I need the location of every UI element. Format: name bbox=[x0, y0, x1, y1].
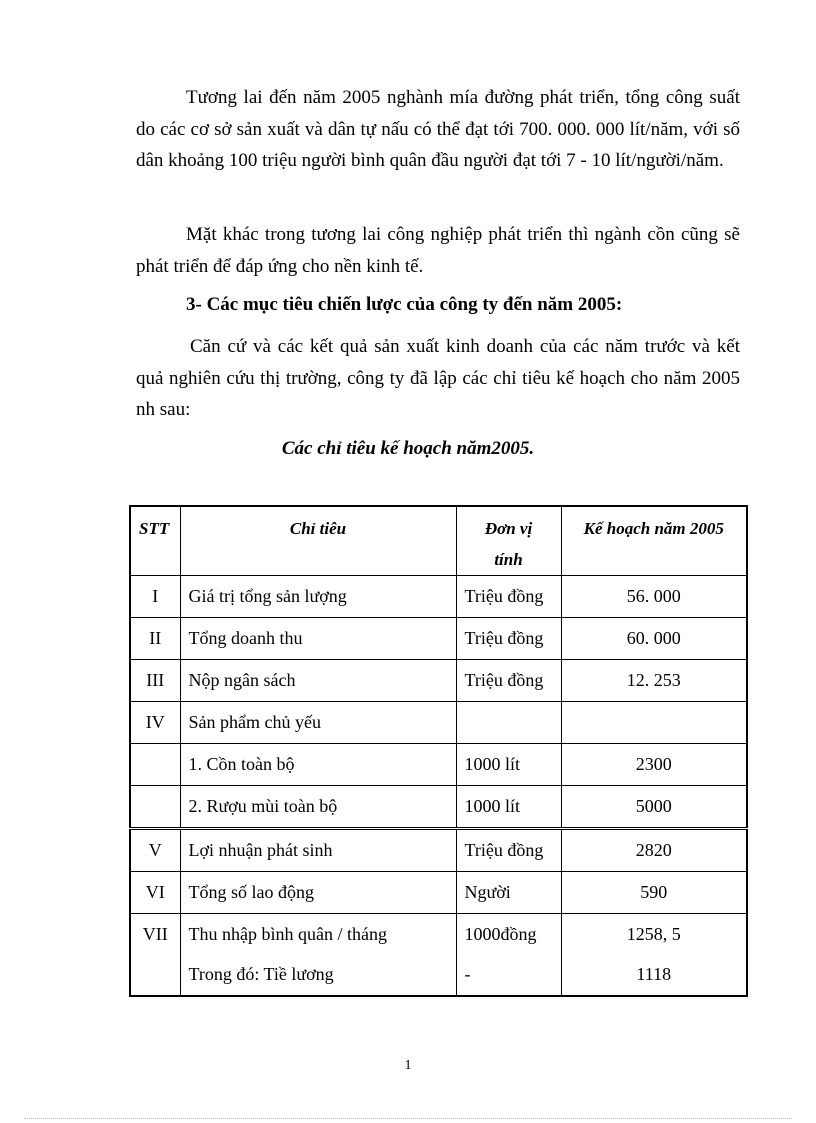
cell-unit bbox=[456, 702, 561, 744]
page-bottom-divider bbox=[24, 1118, 792, 1119]
cell-unit: 1000 lít bbox=[456, 786, 561, 829]
table-row bbox=[130, 744, 747, 786]
cell-criterion-line2: Trong đó: Tiề lương bbox=[188, 964, 334, 984]
cell-stt bbox=[130, 744, 180, 786]
cell-value: 60. 000 bbox=[561, 618, 747, 660]
cell-unit bbox=[456, 914, 561, 996]
paragraph-basis bbox=[136, 331, 740, 426]
table-row bbox=[130, 786, 747, 829]
paragraph-industry-development bbox=[136, 219, 740, 282]
cell-value bbox=[561, 914, 747, 996]
cell-stt: IV bbox=[130, 702, 180, 744]
cell-unit-line2: - bbox=[464, 964, 471, 984]
cell-criterion: 1. Cồn toàn bộ bbox=[180, 744, 456, 786]
cell-value-line2: 1118 bbox=[636, 964, 672, 984]
cell-value: 12. 253 bbox=[561, 660, 747, 702]
cell-criterion: 2. Rượu mùi toàn bộ bbox=[180, 786, 456, 829]
section-heading: 3- Các mục tiêu chiến lược của công ty đến năm 2005: bbox=[186, 294, 623, 315]
cell-value: 2300 bbox=[561, 744, 747, 786]
cell-unit: Triệu đồng bbox=[456, 576, 561, 618]
cell-value: 56. 000 bbox=[561, 576, 747, 618]
cell-unit: Triệu đồng bbox=[456, 829, 561, 872]
cell-criterion-line1: Thu nhập bình quân / tháng bbox=[188, 924, 387, 944]
header-unit-line2: tính bbox=[494, 550, 523, 569]
table-row bbox=[130, 914, 747, 996]
cell-stt: III bbox=[130, 660, 180, 702]
header-stt: STT bbox=[130, 506, 180, 576]
table-row bbox=[130, 576, 747, 618]
page-number: 1 bbox=[404, 1058, 412, 1073]
table-row bbox=[130, 872, 747, 914]
cell-criterion: Nộp ngân sách bbox=[180, 660, 456, 702]
table-row bbox=[130, 660, 747, 702]
paragraph-sugar-industry bbox=[136, 82, 740, 177]
cell-unit: 1000 lít bbox=[456, 744, 561, 786]
header-unit bbox=[456, 506, 561, 576]
table-row bbox=[130, 702, 747, 744]
paragraph-text: Tương lai đến năm 2005 nghành mía đường phát triển, tổng công suất do các cơ sở sản xuất và dân tự nấu có thể đạt tới 700. 000. 000 lít/năm, với số dân khoảng 100 triệu người bình quân đầu người đạt tới 7 - 10 lít/người/năm. bbox=[136, 87, 740, 171]
cell-unit-line1: 1000đồng bbox=[464, 924, 537, 944]
cell-criterion: Sản phẩm chủ yếu bbox=[180, 702, 456, 744]
table-header-row bbox=[130, 506, 747, 576]
cell-unit: Người bbox=[456, 872, 561, 914]
header-unit-line1: Đơn vị bbox=[484, 519, 533, 538]
header-plan: Kế hoạch năm 2005 bbox=[561, 506, 747, 576]
cell-stt: II bbox=[130, 618, 180, 660]
cell-stt: I bbox=[130, 576, 180, 618]
cell-value: 5000 bbox=[561, 786, 747, 829]
cell-criterion bbox=[180, 914, 456, 996]
plan-table bbox=[129, 505, 748, 997]
table-caption: Các chỉ tiêu kế hoạch năm2005. bbox=[281, 438, 535, 459]
header-criterion: Chỉ tiêu bbox=[180, 506, 456, 576]
cell-criterion: Tổng doanh thu bbox=[180, 618, 456, 660]
cell-criterion: Giá trị tổng sản lượng bbox=[180, 576, 456, 618]
cell-unit: Triệu đồng bbox=[456, 618, 561, 660]
cell-stt bbox=[130, 786, 180, 829]
cell-value: 590 bbox=[561, 872, 747, 914]
cell-stt: VII bbox=[130, 914, 180, 996]
cell-criterion: Lợi nhuận phát sinh bbox=[180, 829, 456, 872]
table-row bbox=[130, 829, 747, 872]
cell-value bbox=[561, 702, 747, 744]
paragraph-text: Mặt khác trong tương lai công nghiệp phát triển thì ngành cồn cũng sẽ phát triển để đáp ứng cho nền kinh tế. bbox=[136, 224, 740, 277]
cell-criterion: Tổng số lao động bbox=[180, 872, 456, 914]
table-row bbox=[130, 618, 747, 660]
cell-value: 2820 bbox=[561, 829, 747, 872]
cell-stt: V bbox=[130, 829, 180, 872]
cell-unit: Triệu đồng bbox=[456, 660, 561, 702]
cell-value-line1: 1258, 5 bbox=[626, 924, 681, 944]
paragraph-text: Căn cứ và các kết quả sản xuất kinh doanh của các năm trước và kết quả nghiên cứu thị trường, công ty đã lập các chỉ tiêu kế hoạch cho năm 2005 nh sau: bbox=[136, 336, 740, 420]
cell-stt: VI bbox=[130, 872, 180, 914]
